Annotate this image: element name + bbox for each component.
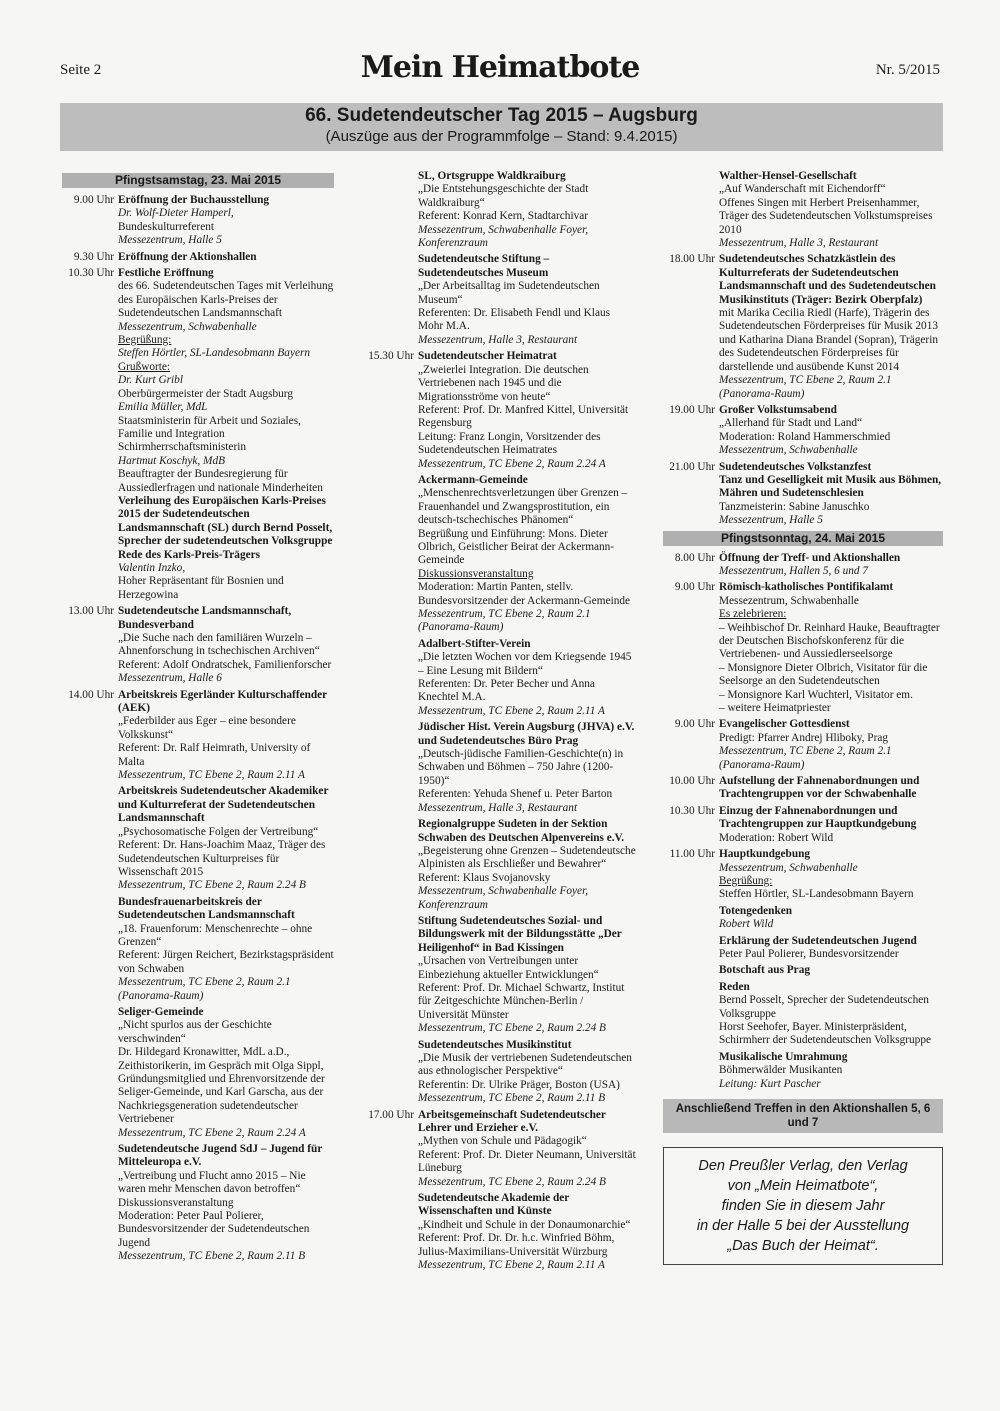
program-entry <box>663 404 943 458</box>
entry-line: Bernd Posselt, Sprecher der Sudetendeutschen Volksgruppe <box>719 994 929 1020</box>
entry-body <box>719 935 943 962</box>
entry-line: Moderation: Roland Hammerschmied <box>719 430 891 443</box>
entry-heading: Verleihung des Europäischen Karls-Preises 2015 der Sudetendeutschen Landsmannschaft (SL) durch Bernd Posselt, Sprecher der sudetendeutschen Volksgruppe <box>118 494 333 548</box>
entry-body <box>118 1143 334 1264</box>
program-entry <box>362 638 636 718</box>
entry-line: Messezentrum, TC Ebene 2, Raum 2.11 B <box>418 1092 606 1105</box>
entry-time: 10.30 Uhr <box>68 267 114 280</box>
entry-line: „Ursachen von Vertreibungen unter Einbeziehung aktueller Entwicklungen“ <box>418 955 599 981</box>
entry-line: Steffen Hörtler, SL-Landesobmann Bayern <box>118 347 311 360</box>
notice-line: finden Sie in diesem Jahr <box>721 1198 885 1214</box>
entry-heading: Arbeitskreis Egerländer Kulturschaffender (AEK) <box>118 688 327 715</box>
entry-line: Offenes Singen mit Herbert Preisenhammer, Träger des Sudetendeutschen Volkstumspreises 2010 <box>719 196 933 236</box>
entry-time-spacer <box>62 896 118 1003</box>
entry-heading: Festliche Eröffnung <box>118 267 214 280</box>
program-entry <box>362 170 636 250</box>
entry-line: – weitere Heimatpriester <box>719 702 831 715</box>
entry-time: 11.00 Uhr <box>669 848 715 861</box>
entry-line: Messezentrum, Schwabenhalle <box>719 861 858 874</box>
entry-heading: Adalbert-Stifter-Verein <box>418 637 531 650</box>
entry-time-spacer <box>362 253 418 347</box>
notice-line: in der Halle 5 bei der Ausstellung <box>696 1218 910 1234</box>
entry-line: Messezentrum, Schwabenhalle Foyer, Konferenzraum <box>418 885 589 911</box>
entry-heading: Ackermann-Gemeinde <box>418 473 528 486</box>
entry-body <box>418 170 636 250</box>
entry-line: „Der Arbeitsalltag im Sudetendeutschen Museum“ <box>418 280 600 306</box>
notice-line: Den Preußler Verlag, den Verlag <box>698 1158 908 1174</box>
entry-heading: Totengedenken <box>719 904 793 917</box>
entry-body <box>719 581 943 715</box>
program-entry <box>362 818 636 912</box>
entry-line: „Psychosomatische Folgen der Vertreibung“ <box>118 825 319 838</box>
entry-line: Moderation: Robert Wild <box>719 831 834 844</box>
entry-body <box>719 253 943 400</box>
program-entry <box>362 721 636 815</box>
entry-time: 10.00 Uhr <box>669 775 715 788</box>
entry-line: Predigt: Pfarrer Andrej Hliboky, Prag <box>719 731 889 744</box>
masthead <box>60 50 940 90</box>
entry-time-spacer <box>362 915 418 1036</box>
entry-time: 9.00 Uhr <box>674 581 715 594</box>
entry-line: Referent: Prof. Dr. Dieter Neumann, Universität Lüneburg <box>418 1148 636 1175</box>
entry-line: „Nicht spurlos aus der Geschichte verschwinden“ <box>118 1019 272 1045</box>
entry-heading: Musikalische Umrahmung <box>719 1050 848 1063</box>
entry-line: Messezentrum, Halle 3, Restaurant <box>418 801 578 814</box>
entry-line: Leitung: Franz Longin, Vorsitzender des Sudetendeutschen Heimatrates <box>418 430 601 457</box>
entry-line: Messezentrum, Halle 6 <box>118 672 222 685</box>
entry-line: Grußworte: <box>118 360 171 373</box>
entry-body <box>719 1051 943 1091</box>
entry-heading: Evangelischer Gottesdienst <box>719 718 850 731</box>
entry-time-spacer <box>62 1143 118 1264</box>
entry-line: Böhmerwälder Musikanten <box>719 1064 843 1077</box>
entry-line: Messezentrum, Halle 3, Restaurant <box>418 333 578 346</box>
entry-line: Leitung: Kurt Pascher <box>719 1077 821 1090</box>
entry-line: Emilia Müller, MdL <box>118 401 208 414</box>
program-entry <box>663 461 943 528</box>
column-3-entries <box>663 170 943 1091</box>
entry-heading: Sudetendeutsche Jugend SdJ – Jugend für Mitteleuropa e.V. <box>118 1143 323 1169</box>
entry-body <box>719 552 943 579</box>
entry-heading: Walther-Hensel-Gesellschaft <box>719 170 857 182</box>
program-entry <box>362 1109 636 1189</box>
entry-line: Begrüßung: <box>118 334 172 347</box>
entry-body <box>418 818 636 912</box>
entry-line: Bundeskulturreferent <box>118 220 214 233</box>
entry-line: Begrüßung: <box>719 874 773 887</box>
entry-line: Horst Seehofer, Bayer. Ministerpräsident, Schirmherr der Sudetendeutschen Volksgruppe <box>719 1020 931 1047</box>
entry-line: Messezentrum, Schwabenhalle <box>719 444 858 457</box>
publisher-notice <box>663 1147 943 1265</box>
entry-body <box>719 775 943 802</box>
notice-line: von „Mein Heimatbote“, <box>727 1178 879 1194</box>
entry-time-spacer <box>362 1039 418 1106</box>
entry-line: „Die Suche nach den familiären Wurzeln – Ahnenforschung in tschechischen Archiven“ <box>118 632 320 658</box>
entry-line: „18. Frauenforum: Menschenrechte – ohne Grenzen“ <box>118 922 313 948</box>
entry-body <box>418 638 636 718</box>
entry-time: 10.30 Uhr <box>669 804 715 817</box>
entry-body <box>719 404 943 458</box>
entry-heading: Eröffnung der Buchausstellung <box>118 194 270 206</box>
entry-line: Messezentrum, TC Ebene 2, Raum 2.24 B <box>418 1175 606 1188</box>
entry-heading: Sudetendeutsche Akademie der Wissenschaften und Künste <box>418 1192 570 1218</box>
entry-time: 14.00 Uhr <box>68 688 114 701</box>
entry-time: 18.00 Uhr <box>669 253 715 266</box>
entry-time: 8.00 Uhr <box>674 551 715 564</box>
entry-body <box>418 350 636 471</box>
notice-line: „Das Buch der Heimat“. <box>727 1238 879 1254</box>
entry-line: „Die Entstehungsgeschichte der Stadt Waldkraiburg“ <box>418 183 589 209</box>
entry-line: Diskussionsveranstaltung <box>118 1196 234 1209</box>
entry-line: Referentin: Dr. Ulrike Präger, Boston (USA) <box>418 1078 620 1091</box>
entry-line: Messezentrum, TC Ebene 2, Raum 2.11 B <box>118 1250 306 1263</box>
entry-line: des 66. Sudetendeutschen Tages mit Verleihung des Europäischen Karls-Preises der Sudetendeutschen Landsmannschaft <box>118 280 334 320</box>
entry-line: Messezentrum, Halle 5 <box>719 514 823 527</box>
entry-body <box>719 461 943 528</box>
program-entry <box>362 350 636 471</box>
entry-line: Referent: Dr. Ralf Heimrath, University of Malta <box>118 742 311 768</box>
entry-body <box>118 605 334 685</box>
entry-heading: Regionalgruppe Sudeten in der Sektion Schwaben des Deutschen Alpenvereins e.V. <box>418 818 625 844</box>
entry-line: „Die Musik der vertriebenen Sudetendeutschen aus ethnologischer Perspektive“ <box>418 1052 632 1078</box>
entry-time-spacer <box>663 981 719 1048</box>
entry-body <box>118 896 334 1003</box>
entry-line: Messezentrum, TC Ebene 2, Raum 2.11 A <box>418 704 605 717</box>
entry-body <box>418 721 636 815</box>
entry-body <box>719 718 943 772</box>
entry-line: Referent: Prof. Dr. Dr. h.c. Winfried Böhm, Julius-Maximilians-Universität Würzburg <box>418 1232 615 1258</box>
entry-heading: Erklärung der Sudetendeutschen Jugend <box>719 934 917 947</box>
entry-time: 13.00 Uhr <box>68 605 114 618</box>
entry-body <box>118 689 334 783</box>
entry-body <box>719 964 943 977</box>
program-entry <box>62 689 334 783</box>
entry-line: – Monsignore Karl Wuchterl, Visitator em. <box>719 688 913 701</box>
page-title: 66. Sudetendeutscher Tag 2015 – Augsburg <box>305 105 698 126</box>
entry-line: Messezentrum, TC Ebene 2, Raum 2.1 (Panorama-Raum) <box>118 976 291 1002</box>
entry-heading: Großer Volkstumsabend <box>719 403 837 416</box>
entry-line: Messezentrum, Halle 5 <box>118 234 222 247</box>
entry-line: Dr. Wolf-Dieter Hamperl, <box>118 207 234 220</box>
entry-line: Messezentrum, Halle 3, Restaurant <box>719 237 879 250</box>
entry-body <box>118 785 334 892</box>
entry-line: Hoher Repräsentant für Bosnien und Herzegowina <box>118 575 284 601</box>
entry-line: Referenten: Dr. Elisabeth Fendl und Klaus Mohr M.A. <box>418 307 611 333</box>
entry-line: Valentin Inzko, <box>118 561 186 574</box>
program-entry <box>663 718 943 772</box>
page-number: Seite 2 <box>60 62 102 78</box>
entry-line: „Vertreibung und Flucht anno 2015 – Nie waren mehr Menschen davon betroffen“ <box>118 1169 306 1196</box>
entry-line: Messezentrum, TC Ebene 2, Raum 2.24 A <box>118 1126 306 1139</box>
entry-line: Staatsministerin für Arbeit und Soziales, Familie und Integration <box>118 414 301 440</box>
entry-heading: Rede des Karls-Preis-Trägers <box>118 548 261 561</box>
entry-heading: Öffnung der Treff- und Aktionshallen <box>719 551 901 564</box>
program-column-3 <box>663 170 943 1265</box>
entry-line: „Die letzten Wochen vor dem Kriegsende 1945 – Eine Lesung mit Bildern“ <box>418 651 632 677</box>
entry-body <box>418 474 636 635</box>
entry-line: Referent: Konrad Kern, Stadtarchivar <box>418 210 589 223</box>
entry-line: „Mythen von Schule und Pädagogik“ <box>418 1135 587 1148</box>
entry-line: Beauftragter der Bundesregierung für Aussiedlerfragen und nationale Minderheiten <box>118 468 323 494</box>
entry-body <box>719 170 943 250</box>
entry-line: – Weihbischof Dr. Reinhard Hauke, Beauftragter der Deutschen Bischofskonferenz für die Vertriebenen- und Aussiedlerseelsorge <box>719 621 940 661</box>
program-entry <box>362 253 636 347</box>
entry-time-spacer <box>62 785 118 892</box>
day-heading: Pfingstsamstag, 23. Mai 2015 <box>62 173 334 188</box>
entry-line: mit Marika Cecilia Riedl (Harfe), Trägerin des Sudetendeutschen Förderpreises für Musik 2013 und Katharina Diana Brandel (Sopran), Trägerin des Sudetendeutschen Förderpreises für darstellende und ausübende Kunst 2014 <box>719 307 938 373</box>
program-entry <box>663 1051 943 1091</box>
entry-time: 9.30 Uhr <box>73 250 114 263</box>
entry-heading: Reden <box>719 980 750 993</box>
entry-line: Messezentrum, TC Ebene 2, Raum 2.24 B <box>418 1022 606 1035</box>
program-entry <box>663 775 943 802</box>
program-entry <box>663 905 943 932</box>
entry-line: Referent: Prof. Dr. Manfred Kittel, Universität Regensburg <box>418 403 629 430</box>
program-column-1 <box>62 170 334 1267</box>
entry-time: 9.00 Uhr <box>73 194 114 206</box>
program-entry <box>663 581 943 715</box>
program-entry <box>62 1006 334 1140</box>
entry-line: Steffen Hörtler, SL-Landesobmann Bayern <box>719 888 914 901</box>
entry-heading: Sudetendeutscher Heimatrat <box>418 350 557 363</box>
program-entry <box>62 785 334 892</box>
entry-heading: Eröffnung der Aktionshallen <box>118 250 257 263</box>
entry-body <box>118 1006 334 1140</box>
entry-line: Oberbürgermeister der Stadt Augsburg <box>118 387 293 400</box>
entry-heading: Arbeitsgemeinschaft Sudetendeutscher Lehrer und Erzieher e.V. <box>418 1108 606 1135</box>
entry-time-spacer <box>362 474 418 635</box>
entry-line: „Federbilder aus Eger – eine besondere Volkskunst“ <box>118 715 296 741</box>
program-entry <box>62 251 334 264</box>
entry-line: Referent: Jürgen Reichert, Bezirkstagspräsident von Schwaben <box>118 949 334 975</box>
entry-line: Hartmut Koschyk, MdB <box>118 454 225 467</box>
entry-heading: Einzug der Fahnenabordnungen und Trachtengruppen zur Hauptkundgebung <box>719 804 917 831</box>
entry-line: Robert Wild <box>719 918 774 931</box>
program-entry <box>362 915 636 1036</box>
entry-time: 15.30 Uhr <box>368 350 414 363</box>
entry-body <box>118 251 334 264</box>
program-entry <box>362 1039 636 1106</box>
entry-heading: Tanz und Geselligkeit mit Musik aus Böhmen, Mähren und Sudetenschlesien <box>719 473 942 500</box>
entry-line: Referent: Klaus Svojanovsky <box>418 871 551 884</box>
program-entry <box>663 552 943 579</box>
entry-line: Messezentrum, TC Ebene 2, Raum 2.11 A <box>418 1259 605 1272</box>
entry-line: Diskussionsveranstaltung <box>418 567 534 580</box>
entry-line: Dr. Hildegard Kronawitter, MdL a.D., Zeithistorikerin, im Gespräch mit Olga Sippl, Gründungsmitglied und Ehrenvorsitzende der Seliger-Gemeinde, und Karl Garscha, aus der Nachkriegsgeneration sudetendeutscher Vertriebener <box>118 1046 325 1126</box>
newspaper-logo: Mein Heimatbote <box>360 50 640 85</box>
entry-line: Messezentrum, TC Ebene 2, Raum 2.1 (Panorama-Raum) <box>719 745 892 771</box>
program-entry <box>62 896 334 1003</box>
entry-line: Messezentrum, Schwabenhalle Foyer, Konferenzraum <box>418 223 589 250</box>
entry-body <box>418 915 636 1036</box>
entry-line: Messezentrum, TC Ebene 2, Raum 2.11 A <box>118 769 305 782</box>
entry-line: „Allerhand für Stadt und Land“ <box>719 417 863 430</box>
entry-line: „Auf Wanderschaft mit Eichendorff“ <box>719 183 886 196</box>
entry-time-spacer <box>362 638 418 718</box>
entry-time: 17.00 Uhr <box>368 1108 414 1121</box>
entry-body <box>719 848 943 902</box>
program-entry <box>663 170 943 250</box>
entry-time-spacer <box>362 1192 418 1272</box>
entry-line: Dr. Kurt Gribl <box>118 374 183 387</box>
program-entry <box>663 805 943 845</box>
entry-heading: Sudetendeutsche Landsmannschaft, Bundesverband <box>118 605 292 631</box>
entry-line: Moderation: Peter Paul Polierer, Bundesvorsitzender der Sudetendeutschen Jugend <box>118 1210 310 1249</box>
entry-line: Referenten: Dr. Peter Becher und Anna Knechtel M.A. <box>418 678 595 704</box>
entry-heading: Botschaft aus Prag <box>719 964 810 977</box>
entry-line: Tanzmeisterin: Sabine Januschko <box>719 500 870 513</box>
program-entry <box>663 935 943 962</box>
entry-time: 9.00 Uhr <box>674 718 715 731</box>
entry-heading: Sudetendeutsches Musikinstitut <box>418 1038 572 1051</box>
entry-heading: Seliger-Gemeinde <box>118 1005 204 1018</box>
entry-time-spacer <box>62 1006 118 1140</box>
program-entry <box>663 848 943 902</box>
closing-note: Anschließend Treffen in den Aktionshallen 5, 6 und 7 <box>663 1099 943 1133</box>
entry-time-spacer <box>663 964 719 977</box>
program-entry <box>62 605 334 685</box>
entry-heading: Sudetendeutsche Stiftung – Sudetendeutsches Museum <box>418 253 550 279</box>
entry-heading: Sudetendeutsches Volkstanzfest <box>719 460 872 473</box>
entry-line: Moderation: Martin Panten, stellv. Bundesvorsitzender der Ackermann-Gemeinde <box>418 581 631 607</box>
entry-line: Begrüßung und Einführung: Mons. Dieter Olbrich, Geistlicher Beirat der Ackermann-Gemeinde <box>418 527 615 567</box>
entry-time-spacer <box>362 170 418 250</box>
entry-line: Messezentrum, Schwabenhalle <box>118 320 257 333</box>
program-entry <box>62 1143 334 1264</box>
issue-number: Nr. 5/2015 <box>875 62 940 78</box>
program-entry <box>663 981 943 1048</box>
entry-time: 19.00 Uhr <box>669 403 715 416</box>
program-entry <box>62 267 334 602</box>
entry-line: – Monsignore Dieter Olbrich, Visitator für die Seelsorge an den Sudetendeutschen <box>719 661 928 688</box>
entry-line: „Menschenrechtsverletzungen über Grenzen – Frauenhandel und Zwangsprostitution, ein deutsch-tschechisches Phänomen“ <box>418 487 628 527</box>
entry-heading: Bundesfrauenarbeitskreis der Sudetendeutschen Landsmannschaft <box>118 895 295 922</box>
entry-heading: Hauptkundgebung <box>719 848 811 861</box>
title-banner <box>60 103 943 151</box>
entry-time-spacer <box>663 1051 719 1091</box>
program-entry <box>663 964 943 977</box>
entry-body <box>118 267 334 602</box>
entry-body <box>719 905 943 932</box>
entry-line: Messezentrum, TC Ebene 2, Raum 2.24 A <box>418 457 606 470</box>
program-entry <box>62 194 334 248</box>
entry-heading: SL, Ortsgruppe Waldkraiburg <box>418 170 566 182</box>
entry-time-spacer <box>362 721 418 815</box>
program-entry <box>362 474 636 635</box>
entry-heading: Arbeitskreis Sudetendeutscher Akademiker und Kulturreferat der Sudetendeutschen Landsmannschaft <box>118 785 329 825</box>
entry-body <box>418 1192 636 1272</box>
entry-body <box>418 253 636 347</box>
entry-line: „Kindheit und Schule in der Donaumonarchie“ <box>418 1218 631 1231</box>
entry-line: Referent: Prof. Dr. Michael Schwartz, Institut für Zeitgeschichte München-Berlin / Universität Münster <box>418 981 625 1021</box>
entry-line: Peter Paul Polierer, Bundesvorsitzender <box>719 947 899 960</box>
entry-line: „Deutsch-jüdische Familien-Geschichte(n) in Schwaben und Böhmen – 750 Jahre (1200-1950)“ <box>418 748 624 787</box>
entry-heading: Römisch-katholisches Pontifikalamt <box>719 581 894 594</box>
entry-line: Schirmherrschaftsministerin <box>118 441 247 454</box>
entry-body <box>418 1039 636 1106</box>
entry-line: Referent: Adolf Ondratschek, Familienforscher <box>118 658 332 671</box>
program-column-2 <box>362 170 636 1276</box>
entry-time-spacer <box>663 905 719 932</box>
day-heading: Pfingstsonntag, 24. Mai 2015 <box>663 531 943 546</box>
entry-body <box>719 981 943 1048</box>
entry-body <box>719 805 943 845</box>
entry-heading: Sudetendeutsches Schatzkästlein des Kulturreferats der Sudetendeutschen Landsmannschaft und des Sudetendeutschen Musikinstituts (Träger: Bezirk Oberpfalz) <box>719 253 936 306</box>
entry-line: Messezentrum, Schwabenhalle <box>719 594 859 607</box>
entry-time-spacer <box>362 818 418 912</box>
entry-line: Messezentrum, TC Ebene 2, Raum 2.1 (Panorama-Raum) <box>418 608 591 634</box>
page-subtitle: (Auszüge aus der Programmfolge – Stand: 9.4.2015) <box>325 128 678 145</box>
entry-line: Messezentrum, TC Ebene 2, Raum 2.24 B <box>118 879 306 892</box>
entry-time-spacer <box>663 170 719 250</box>
entry-line: „Zweierlei Integration. Die deutschen Vertriebenen nach 1945 und die Migrationsströme von heute“ <box>418 363 589 403</box>
entry-line: Messezentrum, Hallen 5, 6 und 7 <box>719 564 869 577</box>
entry-time: 21.00 Uhr <box>669 460 715 473</box>
entry-heading: Stiftung Sudetendeutsches Sozial- und Bildungswerk mit der Bildungsstätte „Der Heiligenhof“ in Bad Kissingen <box>418 914 622 954</box>
program-entry <box>362 1192 636 1272</box>
entry-time-spacer <box>663 935 719 962</box>
entry-heading: Jüdischer Hist. Verein Augsburg (JHVA) e.V. und Sudetendeutsches Büro Prag <box>418 721 635 747</box>
entry-line: Referent: Dr. Hans-Joachim Maaz, Träger des Sudetendeutschen Kulturpreises für Wissenschaft 2015 <box>118 839 326 878</box>
entry-line: Es zelebrieren: <box>719 608 787 621</box>
entry-body <box>118 194 334 248</box>
program-entry <box>663 253 943 400</box>
entry-line: Messezentrum, TC Ebene 2, Raum 2.1 (Panorama-Raum) <box>719 374 892 400</box>
entry-line: Referenten: Yehuda Shenef u. Peter Barton <box>418 788 613 801</box>
entry-body <box>418 1109 636 1189</box>
entry-heading: Aufstellung der Fahnenabordnungen und Trachtengruppen vor der Schwabenhalle <box>719 775 920 801</box>
entry-line: „Begeisterung ohne Grenzen – Sudetendeutsche Alpinisten als Erschließer und Bewahrer“ <box>418 844 636 871</box>
